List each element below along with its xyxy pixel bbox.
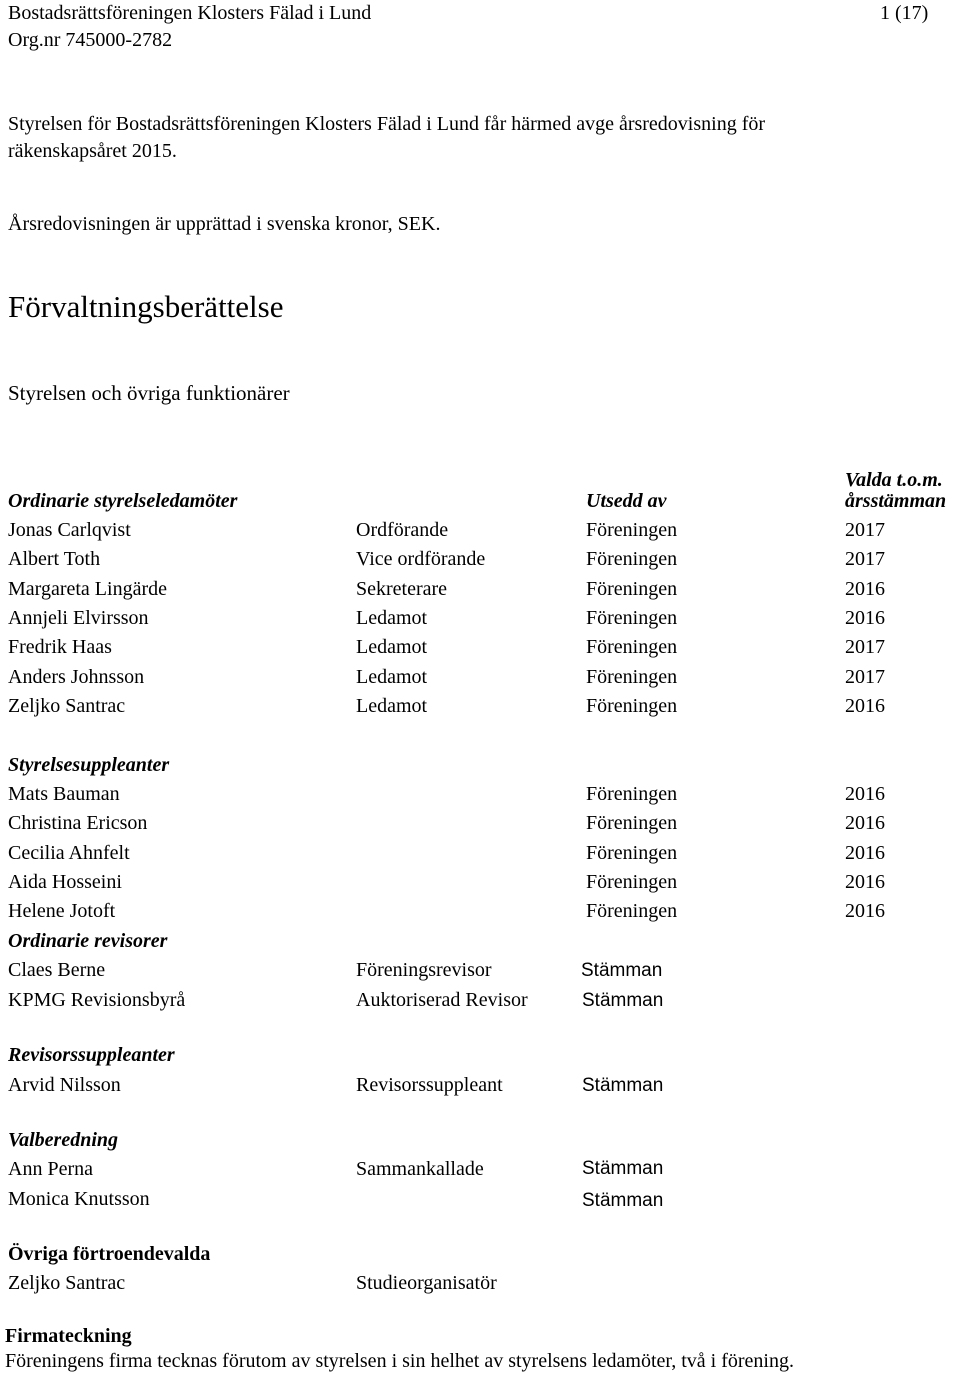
nomination-name: Monica Knutsson bbox=[8, 1188, 150, 1210]
member-name: Fredrik Haas bbox=[8, 636, 112, 658]
section-heading-other-trustees: Övriga förtroendevalda bbox=[8, 1243, 211, 1265]
nomination-appointed-by: Stämman bbox=[582, 1158, 664, 1179]
org-name: Bostadsrättsföreningen Klosters Fälad i Lund bbox=[8, 2, 372, 24]
col-header-elected-until-1: Valda t.o.m. bbox=[845, 469, 943, 491]
deputy-year: 2016 bbox=[845, 842, 885, 864]
nomination-role: Sammankallade bbox=[356, 1158, 484, 1180]
member-appointed-by: Föreningen bbox=[586, 666, 678, 688]
deputy-name: Mats Bauman bbox=[8, 783, 120, 805]
trustee-name: Zeljko Santrac bbox=[8, 1272, 126, 1294]
member-year: 2017 bbox=[845, 666, 885, 688]
deputy-auditor-appointed-by: Stämman bbox=[582, 1075, 664, 1096]
member-appointed-by: Föreningen bbox=[586, 607, 678, 629]
currency-note: Årsredovisningen är upprättad i svenska kronor, SEK. bbox=[8, 213, 441, 235]
deputy-auditor-name: Arvid Nilsson bbox=[8, 1074, 121, 1096]
member-name: Annjeli Elvirsson bbox=[8, 607, 149, 629]
col-header-elected-until-2: årsstämman bbox=[845, 490, 947, 512]
member-name: Zeljko Santrac bbox=[8, 695, 126, 717]
trustee-role: Studieorganisatör bbox=[356, 1272, 497, 1294]
deputy-appointed-by: Föreningen bbox=[586, 842, 678, 864]
nomination-name: Ann Perna bbox=[8, 1158, 93, 1180]
member-role: Ledamot bbox=[356, 666, 428, 688]
member-name: Margareta Lingärde bbox=[8, 578, 167, 600]
auditor-name: Claes Berne bbox=[8, 959, 106, 981]
page-title: Förvaltningsberättelse bbox=[8, 289, 284, 324]
deputy-year: 2016 bbox=[845, 871, 885, 893]
auditor-role: Auktoriserad Revisor bbox=[356, 989, 528, 1011]
deputy-auditor-role: Revisorssuppleant bbox=[356, 1074, 503, 1096]
member-appointed-by: Föreningen bbox=[586, 519, 678, 541]
member-role: Sekreterare bbox=[356, 578, 448, 600]
auditor-appointed-by: Stämman bbox=[582, 990, 664, 1011]
section-heading-auditors: Ordinarie revisorer bbox=[8, 930, 168, 952]
member-year: 2017 bbox=[845, 519, 885, 541]
org-number: Org.nr 745000-2782 bbox=[8, 29, 173, 51]
member-appointed-by: Föreningen bbox=[586, 578, 678, 600]
deputy-year: 2016 bbox=[845, 900, 885, 922]
member-role: Ledamot bbox=[356, 695, 428, 717]
col-header-board: Ordinarie styrelseledamöter bbox=[8, 490, 238, 512]
section-subtitle: Styrelsen och övriga funktionärer bbox=[8, 381, 290, 405]
member-role: Ledamot bbox=[356, 607, 428, 629]
deputy-appointed-by: Föreningen bbox=[586, 871, 678, 893]
col-header-appointed-by: Utsedd av bbox=[586, 490, 667, 512]
deputy-name: Helene Jotoft bbox=[8, 900, 116, 922]
member-year: 2016 bbox=[845, 578, 885, 600]
signatory-text: Föreningens firma tecknas förutom av styrelsen i sin helhet av styrelsens ledamöter, två i förening. bbox=[5, 1350, 794, 1372]
member-name: Jonas Carlqvist bbox=[8, 519, 131, 541]
section-heading-nomination: Valberedning bbox=[8, 1129, 119, 1151]
deputy-name: Cecilia Ahnfelt bbox=[8, 842, 130, 864]
member-name: Anders Johnsson bbox=[8, 666, 145, 688]
member-year: 2016 bbox=[845, 695, 885, 717]
deputy-appointed-by: Föreningen bbox=[586, 812, 678, 834]
deputy-year: 2016 bbox=[845, 812, 885, 834]
member-appointed-by: Föreningen bbox=[586, 636, 678, 658]
section-heading-deputy-auditors: Revisorssuppleanter bbox=[8, 1044, 175, 1066]
member-name: Albert Toth bbox=[8, 548, 101, 570]
member-role: Ordförande bbox=[356, 519, 449, 541]
deputy-appointed-by: Föreningen bbox=[586, 783, 678, 805]
member-year: 2017 bbox=[845, 548, 885, 570]
member-year: 2017 bbox=[845, 636, 885, 658]
member-role: Ledamot bbox=[356, 636, 428, 658]
intro-line-1: Styrelsen för Bostadsrättsföreningen Klosters Fälad i Lund får härmed avge årsredovisning för bbox=[8, 113, 766, 135]
section-heading-signatory: Firmateckning bbox=[5, 1325, 132, 1347]
deputy-year: 2016 bbox=[845, 783, 885, 805]
page-number: 1 (17) bbox=[880, 2, 929, 24]
auditor-role: Föreningsrevisor bbox=[356, 959, 492, 981]
member-appointed-by: Föreningen bbox=[586, 695, 678, 717]
member-role: Vice ordförande bbox=[356, 548, 486, 570]
auditor-appointed-by: Stämman bbox=[581, 960, 663, 981]
member-appointed-by: Föreningen bbox=[586, 548, 678, 570]
deputy-appointed-by: Föreningen bbox=[586, 900, 678, 922]
section-heading-deputies: Styrelsesuppleanter bbox=[8, 754, 170, 776]
intro-line-2: räkenskapsåret 2015. bbox=[8, 140, 177, 162]
nomination-appointed-by: Stämman bbox=[582, 1190, 664, 1211]
deputy-name: Aida Hosseini bbox=[8, 871, 122, 893]
member-year: 2016 bbox=[845, 607, 885, 629]
auditor-name: KPMG Revisionsbyrå bbox=[8, 989, 186, 1011]
deputy-name: Christina Ericson bbox=[8, 812, 148, 834]
